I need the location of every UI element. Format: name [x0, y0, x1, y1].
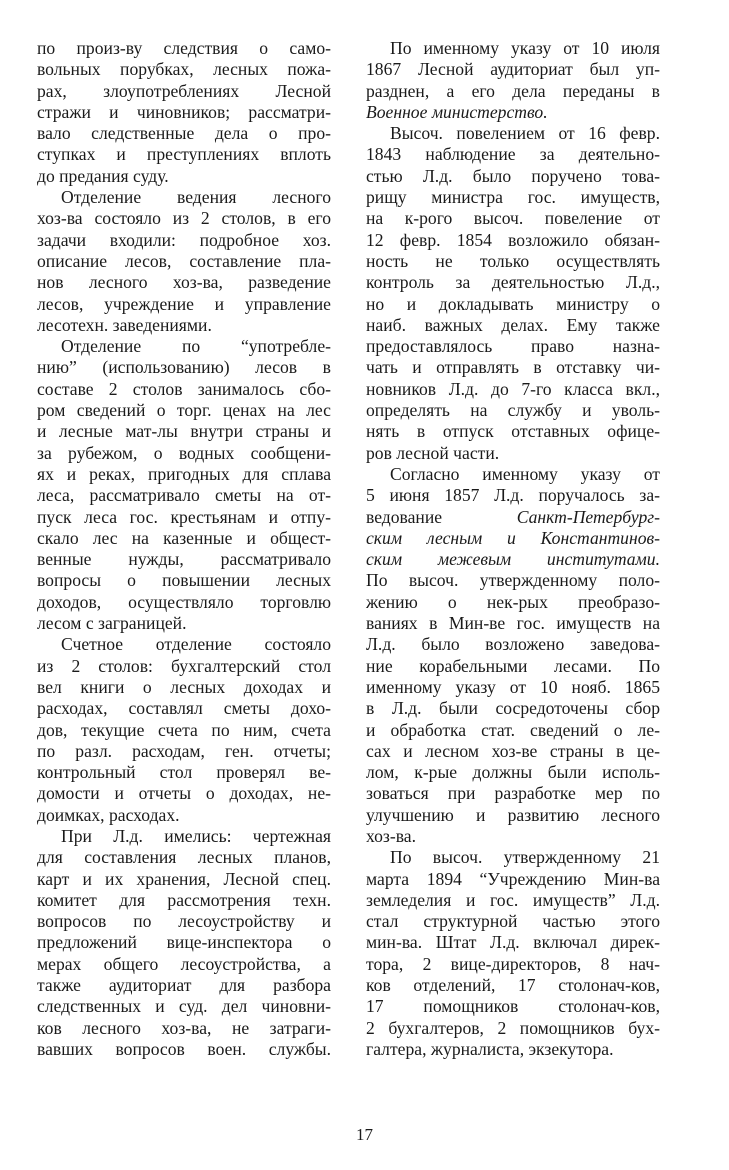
text-line: пуск леса гос. крестьянам и отпу- — [37, 506, 331, 527]
text-line: комитет для рассмотрения техн. — [37, 889, 331, 910]
text-line: улучшению и развитию лесного — [366, 804, 660, 825]
text-line: для составления лесных планов, — [37, 847, 331, 868]
page-number: 17 — [356, 1125, 373, 1144]
text-line: сах и лесном хоз-ве страны в це- — [366, 740, 660, 761]
text-line: Отделение ведения лесного — [61, 187, 331, 208]
text-line: именному указу от 10 нояб. 1865 — [366, 676, 660, 697]
text-line: в Л.д. были сосредоточены сбор — [366, 698, 660, 719]
text-line: чать и отправлять в отставку чи- — [366, 357, 660, 378]
text-line: ров лесной части. — [366, 442, 500, 463]
text-line: ским лесным и Константинов- — [366, 527, 660, 548]
paragraph — [37, 826, 331, 1060]
text-line: По высоч. утвержденному 21 — [390, 847, 660, 868]
text-line: стал структурной частью этого — [366, 911, 660, 932]
text-line: 1843 наблюдение за деятельно- — [366, 144, 660, 165]
text-line: мерах общего лесоустройства, а — [37, 953, 331, 974]
text-line: Согласно именному указу от — [390, 463, 660, 484]
text-line: Высоч. повелением от 16 февр. — [390, 123, 660, 144]
text-line: нять в отпуск отставных офице- — [366, 421, 660, 442]
paragraph — [366, 123, 660, 464]
text-line: При Л.д. имелись: чертежная — [61, 825, 331, 846]
text-line: земледелия и гос. имуществ” Л.д. — [366, 889, 660, 910]
text-line: леса, рассматривало сметы на от- — [37, 485, 331, 506]
text-line: хоз-ва состояло из 2 столов, в его — [37, 208, 331, 229]
text-line: также аудиториат для разбора — [37, 975, 331, 996]
text-line: ков лесного хоз-ва, не затраги- — [37, 1017, 331, 1038]
text-line: ступках и преступлениях вплоть — [37, 144, 331, 165]
text-line: нов лесного хоз-ва, разведение — [37, 272, 331, 293]
text-line: нию” (использованию) лесов в — [37, 357, 331, 378]
text-line: По высоч. утвержденному поло- — [366, 570, 660, 591]
text-line: 12 февр. 1854 возложило обязан- — [366, 229, 660, 250]
text-line: хоз-ва. — [366, 825, 417, 846]
text-line: из 2 столов: бухгалтерский стол — [37, 655, 331, 676]
text-line: разднен, а его дела переданы в — [366, 80, 660, 101]
text-line: и обработка стат. сведений о ле- — [366, 719, 660, 740]
text-line: рищу министра гос. имуществ, — [366, 187, 660, 208]
text-line: наиб. важных делах. Ему также — [366, 314, 660, 335]
text-line: ским межевым институтами. — [366, 549, 660, 570]
text-line: новников Л.д. до 7-го класса вкл., — [366, 378, 660, 399]
right-column — [366, 38, 660, 1060]
text-line: 5 июня 1857 Л.д. поручалось за- — [366, 485, 660, 506]
text-line: 1867 Лесной аудиториат был уп- — [366, 59, 660, 80]
text-line: вопросов по лесоустройству и — [37, 911, 331, 932]
text-line: мин-ва. Штат Л.д. включал дирек- — [366, 932, 660, 953]
text-line italic-mix: ведование Санкт-Петербург- — [366, 506, 660, 527]
text-line: задачи входили: подробное хоз. — [37, 229, 331, 250]
left-column — [37, 38, 331, 1060]
text-line: марта 1894 “Учреждению Мин-ва — [366, 868, 660, 889]
text-line: скало лес на казенные и общест- — [37, 527, 331, 548]
text-line: ние корабельными лесами. По — [366, 655, 660, 676]
text-line: описание лесов, составление пла- — [37, 250, 331, 271]
text-line: по разл. расходам, ген. отчеты; — [37, 740, 331, 761]
text-line: Л.д. было возложено заведова- — [366, 634, 660, 655]
text-line: Военное министерство. — [366, 101, 548, 122]
text-line: лесом с заграницей. — [37, 613, 187, 634]
paragraph — [366, 464, 660, 847]
text-line: 17 помощников столонач-ков, — [366, 996, 660, 1017]
paragraph — [366, 847, 660, 1060]
text-line: предоставлялось право назна- — [366, 336, 660, 357]
text-line: контроль за деятельностью Л.д., — [366, 272, 660, 293]
text-line: ях и реках, пригодных для сплава — [37, 463, 331, 484]
text-line: определять на службу и уволь- — [366, 400, 660, 421]
text-line: по произ-ву следствия о само- — [37, 38, 331, 58]
text-line: По именному указу от 10 июля — [390, 38, 660, 58]
text-line: домости и отчеты о доходах, не- — [37, 783, 331, 804]
text-line: но и докладывать министру о — [366, 293, 660, 314]
text-line: зоваться при разработке мер по — [366, 783, 660, 804]
text-line: вало следственные дела о про- — [37, 123, 331, 144]
text-line: до предания суду. — [37, 165, 169, 186]
paragraph — [366, 38, 660, 123]
text-line: лесотехн. заведениями. — [37, 314, 212, 335]
text-line: следственных и суд. дел чиновни- — [37, 996, 331, 1017]
text-line: расходах, составлял сметы дохо- — [37, 698, 331, 719]
text-line: лесов, учреждение и управление — [37, 293, 331, 314]
paragraph — [37, 634, 331, 826]
text-line: вольных порубках, лесных пожа- — [37, 59, 331, 80]
text-line: составе 2 столов занималось сбо- — [37, 378, 331, 399]
paragraph — [37, 336, 331, 634]
text-line: доходов, осуществляло торговлю — [37, 591, 331, 612]
paragraph — [37, 187, 331, 336]
text-line: за рубежом, о водных сообщени- — [37, 442, 331, 463]
text-line: Счетное отделение состояло — [61, 634, 331, 655]
text-line: 2 бухгалтеров, 2 помощников бух- — [366, 1017, 660, 1038]
text-line: ваниях в Мин-ве гос. имуществ на — [366, 613, 660, 634]
text-line: ром сведений о торг. ценах на лес — [37, 400, 331, 421]
text-line: карт и их хранения, Лесной спец. — [37, 868, 331, 889]
text-line: жению о нек-рых преобразо- — [366, 591, 660, 612]
text-line: рах, злоупотреблениях Лесной — [37, 80, 331, 101]
text-line: стью Л.д. было поручено това- — [366, 165, 660, 186]
text-line: вопросы о повышении лесных — [37, 570, 331, 591]
text-line: и лесные мат-лы внутри страны и — [37, 421, 331, 442]
text-line: на к-рого высоч. повеление от — [366, 208, 660, 229]
text-line: лом, к-рые должны были исполь- — [366, 762, 660, 783]
text-line: ность не только осуществлять — [366, 250, 660, 271]
text-line: ков отделений, 17 столонач-ков, — [366, 975, 660, 996]
text-line: предложений вице-инспектора о — [37, 932, 331, 953]
text-line: контрольный стол проверял ве- — [37, 762, 331, 783]
text-line: вавших вопросов воен. службы. — [37, 1038, 331, 1059]
text-line: вел книги о лесных доходах и — [37, 676, 331, 697]
text-line: Отделение по “употребле- — [61, 336, 331, 357]
text-line: венные нужды, рассматривало — [37, 549, 331, 570]
text-line: стражи и чиновников; рассматри- — [37, 101, 331, 122]
text-line: дов, текущие счета по ним, счета — [37, 719, 331, 740]
text-line: доимках, расходах. — [37, 804, 180, 825]
text-line: галтера, журналиста, экзекутора. — [366, 1038, 614, 1059]
paragraph — [37, 38, 331, 187]
text-line: тора, 2 вице-директоров, 8 нач- — [366, 953, 660, 974]
